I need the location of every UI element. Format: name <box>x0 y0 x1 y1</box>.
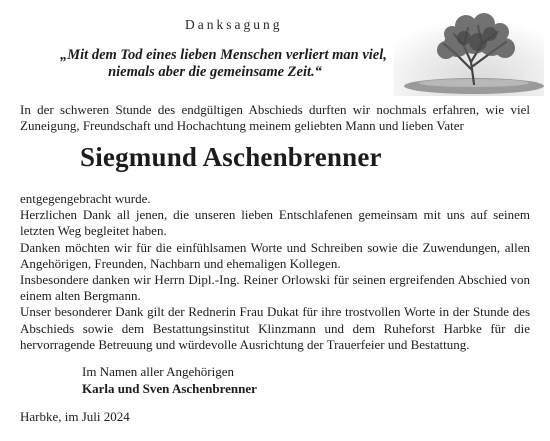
deceased-name: Siegmund Aschenbrenner <box>80 142 382 172</box>
signature-intro: Im Namen aller Angehörigen <box>82 364 234 379</box>
signature-names: Karla und Sven Aschenbrenner <box>82 381 257 396</box>
quote-line: niemals aber die gemeinsame Zeit.“ <box>108 64 322 80</box>
body-paragraph: Danken möchten wir für die einfühlsamen Worte und Schreiben sowie die Zuwendungen, allen Angehörigen, Freunden, Nachbarn und ehemaligen Kollegen. <box>20 239 530 271</box>
body-paragraph: Herzlichen Dank all jenen, die unseren lieben Entschlafenen gemeinsam mit uns auf seinem letzten Weg begleitet haben. <box>20 207 530 239</box>
memorial-quote <box>60 47 387 81</box>
intro-text: In der schweren Stunde des endgültigen Abschieds durften wir nochmals erfahren, wie viel Zuneigung, Freundschaft und Hochachtung meinem geliebten Mann und lieben Vater <box>20 102 530 134</box>
tree-icon <box>394 4 544 96</box>
notice-title: Danksagung <box>185 17 283 32</box>
body-paragraph: Unser besonderer Dank gilt der Rednerin Frau Dukat für ihre trostvollen Worte in der Stunde des Abschieds sowie dem Bestattungsinstitut Klinzmann und dem Ruheforst Harbke für die hervorragende Betreuung und würdevolle Ausrichtung der Trauerfeier und Bestattung. <box>20 304 530 352</box>
body-text <box>20 191 530 353</box>
quote-line: „Mit dem Tod eines lieben Menschen verliert man viel, <box>60 47 387 63</box>
body-paragraph: entgegengebracht wurde. <box>20 191 151 206</box>
body-paragraph: Insbesondere danken wir Herrn Dipl.-Ing. Reiner Orlowski für seinen ergreifenden Abschied von einem alten Bergmann. <box>20 272 530 304</box>
place-date: Harbke, im Juli 2024 <box>20 409 130 424</box>
signature-block <box>82 363 257 397</box>
intro-paragraph <box>20 102 530 134</box>
